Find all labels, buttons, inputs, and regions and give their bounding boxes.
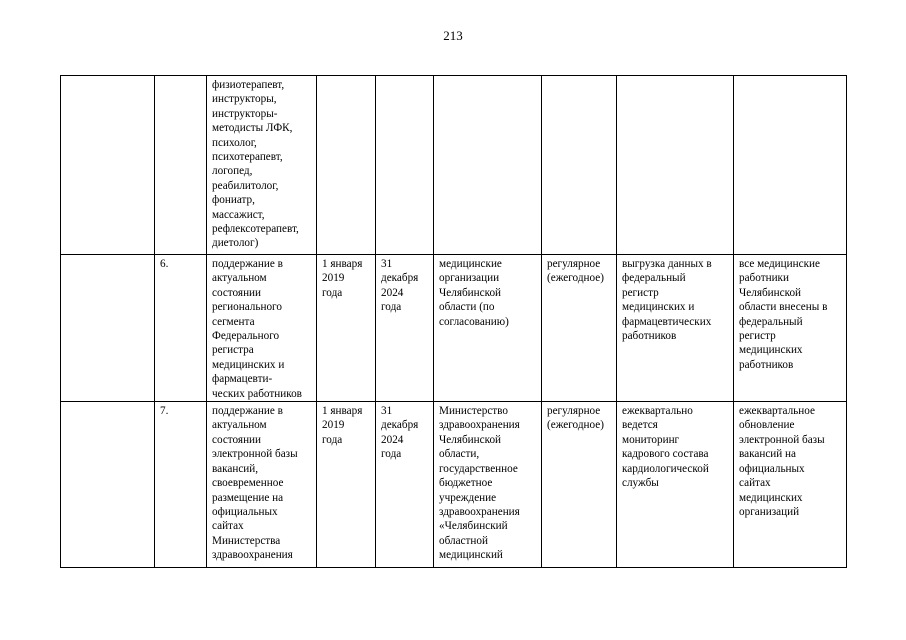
start-date-cell <box>317 76 376 255</box>
executor-cell: Министерство здравоохранения Челябинской области, государственное бюджетное учреждение здравоохранения «Челябинский областной медицинский <box>434 402 542 568</box>
control-cell: выгрузка данных в федеральный регистр медицинских и фармацевтических работников <box>617 255 734 402</box>
executor-cell: медицинские организации Челябинской области (по согласованию) <box>434 255 542 402</box>
control-cell: ежеквартально ведется мониторинг кадрового состава кардиологической службы <box>617 402 734 568</box>
row-number-cell <box>155 76 207 255</box>
frequency-cell: регулярное (ежегодное) <box>542 402 617 568</box>
result-cell: все медицинские работники Челябинской области внесены в федеральный регистр медицинских работников <box>734 255 847 402</box>
executor-cell <box>434 76 542 255</box>
page-number: 213 <box>443 28 463 43</box>
plan-table <box>60 75 847 568</box>
end-date-cell <box>376 76 434 255</box>
result-cell: ежеквартальное обновление электронной базы вакансий на официальных сайтах медицинских организаций <box>734 402 847 568</box>
frequency-cell <box>542 76 617 255</box>
end-date-cell: 31 декабря 2024 года <box>376 402 434 568</box>
measure-cell: поддержание в актуальном состоянии регионального сегмента Федерального регистра медицинских и фармацевти- ческих работников <box>207 255 317 402</box>
measure-cell: поддержание в актуальном состоянии электронной базы вакансий, своевременное размещение на официальных сайтах Министерства здравоохранения <box>207 402 317 568</box>
control-cell <box>617 76 734 255</box>
empty-cell <box>61 402 155 568</box>
table-row <box>61 402 847 568</box>
start-date-cell: 1 января 2019 года <box>317 255 376 402</box>
row-number-cell: 7. <box>155 402 207 568</box>
table-row <box>61 255 847 402</box>
result-cell <box>734 76 847 255</box>
row-number-cell: 6. <box>155 255 207 402</box>
frequency-cell: регулярное (ежегодное) <box>542 255 617 402</box>
measure-cell: физиотерапевт, инструкторы, инструкторы- методисты ЛФК, психолог, психотерапевт, логопед, реабилитолог, фониатр, массажист, рефлексотерапевт, диетолог) <box>207 76 317 255</box>
empty-cell <box>61 76 155 255</box>
table-row <box>61 76 847 255</box>
start-date-cell: 1 января 2019 года <box>317 402 376 568</box>
end-date-cell: 31 декабря 2024 года <box>376 255 434 402</box>
empty-cell <box>61 255 155 402</box>
